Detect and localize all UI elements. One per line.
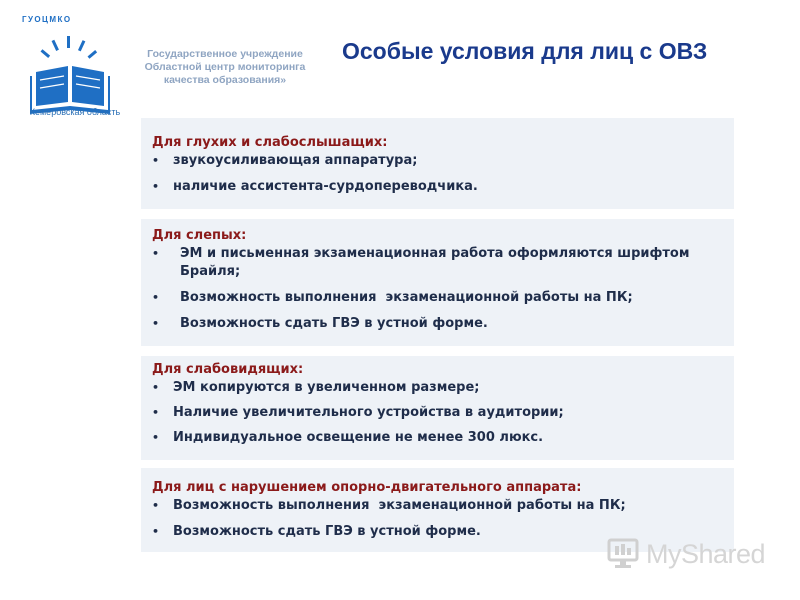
page-title: Особые условия для лиц с ОВЗ [342, 38, 708, 64]
bullet-icon: • [152, 406, 160, 419]
section-title: Для слепых: [152, 228, 247, 243]
section-title: Для глухих и слабослышащих: [152, 135, 388, 150]
bullet-icon: • [152, 317, 160, 330]
myshared-watermark [606, 536, 766, 572]
section-hearing-impaired [141, 118, 734, 209]
section-list [152, 245, 734, 333]
logo-region-label: Кемеровская область [29, 107, 121, 117]
list-item-text: Возможность выполнения экзаменационной работы на ПК; [173, 498, 626, 513]
list-item [152, 178, 734, 196]
bullet-icon: • [152, 525, 160, 538]
bullet-icon: • [152, 180, 160, 193]
org-line: Областной центр мониторинга [144, 61, 306, 73]
section-list [152, 497, 734, 541]
section-visually-impaired [141, 356, 734, 460]
list-item [152, 497, 734, 515]
list-item-text: ЭМ и письменная экзаменационная работа оформляются шрифтом Брайля; [180, 246, 690, 279]
bullet-icon: • [152, 291, 160, 304]
list-item [152, 315, 734, 333]
list-item [152, 429, 734, 447]
list-item [152, 404, 734, 422]
bullet-icon: • [152, 431, 160, 444]
list-item [152, 289, 734, 307]
logo-arc-text: ГУОЦМКО [22, 15, 72, 24]
list-item-text: Возможность сдать ГВЭ в устной форме. [173, 524, 481, 539]
bullet-icon: • [152, 499, 160, 512]
section-title: Для слабовидящих: [152, 362, 304, 377]
bullet-icon: • [152, 154, 160, 167]
list-item-text: ЭМ копируются в увеличенном размере; [173, 380, 480, 395]
list-item [152, 379, 734, 397]
list-item [152, 245, 712, 281]
section-list [152, 379, 734, 447]
monitor-icon [606, 536, 642, 572]
list-item-text: Наличие увеличительного устройства в аудитории; [173, 405, 564, 420]
section-list [152, 152, 734, 196]
bullet-icon: • [152, 381, 160, 394]
org-line: качества образования» [163, 74, 287, 86]
org-line: Государственное учреждение [147, 48, 303, 60]
section-title: Для лиц с нарушением опорно-двигательного аппарата: [152, 480, 582, 495]
list-item-text: Возможность выполнения экзаменационной работы на ПК; [180, 290, 633, 305]
list-item-text: наличие ассистента-сурдопереводчика. [173, 179, 478, 194]
list-item [152, 152, 734, 170]
list-item-text: Возможность сдать ГВЭ в устной форме. [180, 316, 488, 331]
list-item-text: звукоусиливающая аппаратура; [173, 153, 418, 168]
section-blind [141, 219, 734, 346]
bullet-icon: • [152, 247, 160, 260]
organization-name [126, 48, 324, 87]
list-item-text: Индивидуальное освещение не менее 300 люкс. [173, 430, 544, 445]
watermark-text: MyShared [646, 539, 766, 569]
